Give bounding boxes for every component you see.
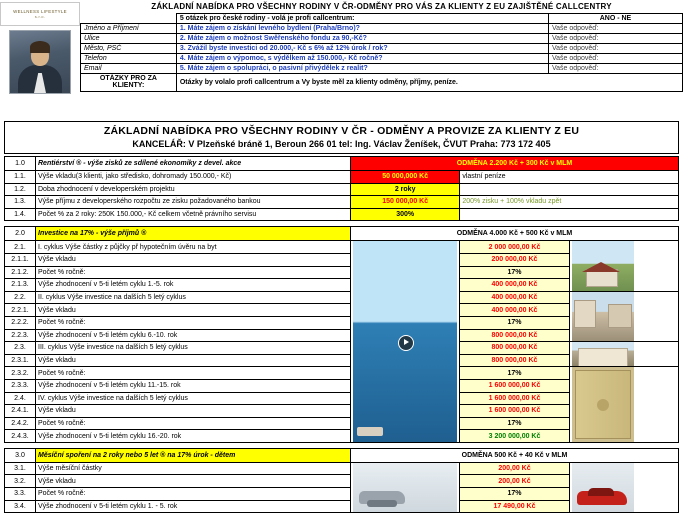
row-value: 50 000,000 Kč	[351, 171, 460, 184]
play-icon[interactable]	[398, 335, 414, 351]
row-desc: II. cyklus Výše investice na dalších 5 letý cyklus	[36, 291, 351, 304]
logo-line2: s.r.o.	[34, 14, 46, 19]
section-1-reward: ODMĚNA 2.200 Kč + 300 Kč v MLM	[351, 157, 679, 171]
row-desc: IV. cyklus Výše investice na dalších 5 letý cyklus	[36, 392, 351, 405]
row-note: vlastní peníze	[460, 171, 679, 184]
answer-field-2[interactable]: Vaše odpověď:	[548, 34, 682, 44]
row-number: 2.3.3.	[5, 379, 36, 392]
row-number: 3.3.	[5, 488, 36, 501]
row-desc: Počet % ročně:	[36, 488, 351, 501]
answer-field-4[interactable]: Vaše odpověď:	[548, 54, 682, 64]
row-value: 17%	[460, 266, 569, 279]
row-value: 17 490,00 Kč	[460, 500, 569, 513]
table-header-row	[81, 14, 683, 24]
table-row	[81, 24, 683, 34]
banknote-photo	[572, 367, 634, 442]
row-number: 1.2.	[5, 183, 36, 196]
client-questions-label: OTÁZKY PRO ZA KLIENTY:	[81, 74, 177, 92]
row-value: 1 600 000,00 Kč	[460, 392, 569, 405]
field-label-street: Ulice	[81, 34, 177, 44]
question-3: 3. Zvážil byste investici od 20.000,- Kč s 6% až 12% úrok / rok?	[176, 44, 548, 54]
table-row	[81, 54, 683, 64]
table-row	[5, 241, 679, 254]
row-desc: Výše příjmu z developerského rozpočtu ze zisku požadovaného bankou	[36, 196, 351, 209]
field-label-name: Jméno a Příjmení	[81, 24, 177, 34]
row-value: 17%	[460, 316, 569, 329]
table-row	[5, 462, 679, 475]
row-value: 400 000,00 Kč	[460, 304, 569, 317]
answer-field-1[interactable]: Vaše odpověď:	[548, 24, 682, 34]
row-number: 2.4.1.	[5, 405, 36, 418]
row-number: 2.4.3.	[5, 430, 36, 443]
row-number: 1.4.	[5, 208, 36, 221]
footer-note: Otázky by volalo profi callcentrum a Vy byste měl za klienty odměny, příjmy, peníze.	[176, 74, 682, 92]
logo-line1: WELLNESS LIFESTYLE	[13, 9, 67, 14]
row-desc: Výše zhodnocení v 5-ti letém cyklu 16.-20. rok	[36, 430, 351, 443]
field-label-city: Město, PSČ	[81, 44, 177, 54]
row-desc: Výše zhodnocení v 5-ti letém cyklu 11.-15. rok	[36, 379, 351, 392]
answer-header: ANO - NE	[548, 14, 682, 24]
table-footer-row	[81, 74, 683, 92]
field-label-email: Email	[81, 64, 177, 74]
row-number: 3.4.	[5, 500, 36, 513]
row-value: 200,00 Kč	[460, 475, 569, 488]
row-number: 3.2.	[5, 475, 36, 488]
row-desc: Výše zhodnocení v 5-ti letém cyklu 1.-5. rok	[36, 279, 351, 292]
section-header-row	[5, 448, 679, 462]
table-row	[5, 367, 679, 380]
table-row	[81, 44, 683, 54]
header-band	[0, 0, 683, 118]
row-desc: Výše vkladu	[36, 405, 351, 418]
question-1: 1. Máte zájem o získání levného bydlení (Praha/Brno)?	[176, 24, 548, 34]
table-row	[5, 208, 679, 221]
section-1-table	[4, 156, 679, 221]
document-title: ZÁKLADNÍ NABÍDKA PRO VŠECHNY RODINY V ČR-ODMĚNY PRO VÁS ZA KLIENTY Z EU ZAJIŠTĚNÉ CALLCENTRY	[151, 2, 612, 11]
row-value: 17%	[460, 367, 569, 380]
row-note	[460, 208, 679, 221]
section-3-reward: ODMĚNA 500 Kč + 40 Kč v MLM	[351, 448, 679, 462]
row-number: 2.4.2.	[5, 417, 36, 430]
photo-hair	[30, 41, 50, 53]
house-photo	[572, 241, 634, 290]
person-photo	[9, 30, 71, 94]
section-3-title: Měsíční spoření na 2 roky nebo 5 let ® na 17% úrok - dětem	[36, 448, 351, 462]
row-desc: Doba zhodnocení v developerském projektu	[36, 183, 351, 196]
row-desc: Počet % ročně:	[36, 367, 351, 380]
silver-car-photo	[353, 463, 457, 512]
row-desc: Výše vkladu	[36, 304, 351, 317]
section-2-reward: ODMĚNA 4.000 Kč + 500 Kč v MLM	[351, 227, 679, 241]
row-desc: Výše vkladu	[36, 354, 351, 367]
question-2: 2. Máte zájem o možnost Swěřenského fondu za 90,-Kč?	[176, 34, 548, 44]
house-photo-cell	[569, 241, 678, 291]
row-number: 2.4.	[5, 392, 36, 405]
row-number: 3.1.	[5, 462, 36, 475]
section-2-title: Investice na 17% - výše příjmů ®	[36, 227, 351, 241]
row-value: 800 000,00 Kč	[460, 354, 569, 367]
street-photo	[572, 292, 634, 341]
building-photo	[572, 342, 634, 366]
row-value: 17%	[460, 417, 569, 430]
row-desc: Počet % ročně:	[36, 266, 351, 279]
row-desc: I. cyklus Výše částky z půjčky př hypotečním úvěru na byt	[36, 241, 351, 254]
table-row	[81, 34, 683, 44]
section-header-row	[5, 227, 679, 241]
street-photo-cell	[569, 291, 678, 341]
row-desc: Počet % ročně:	[36, 417, 351, 430]
row-value: 150 000,00 Kč	[351, 196, 460, 209]
row-number: 2.2.	[5, 291, 36, 304]
row-desc: Výše zhodnocení v 5-ti letém cyklu 1. - 5. rok	[36, 500, 351, 513]
video-thumbnail[interactable]	[351, 241, 460, 443]
row-desc: Výše měsíční částky	[36, 462, 351, 475]
row-number: 1.3.	[5, 196, 36, 209]
brand-column	[0, 0, 80, 94]
row-number: 2.3.	[5, 342, 36, 355]
building-photo-cell	[569, 342, 678, 367]
offer-banner	[4, 121, 679, 154]
row-desc: Výše vkladu	[36, 253, 351, 266]
banner-line-1: ZÁKLADNÍ NABÍDKA PRO VŠECHNY RODINY V ČR - ODMĚNY A PROVIZE ZA KLIENTY Z EU	[103, 125, 580, 137]
row-desc: Výše vkladu	[36, 475, 351, 488]
row-value: 800 000,00 Kč	[460, 329, 569, 342]
section-3-table	[4, 448, 679, 513]
row-value: 1 600 000,00 Kč	[460, 405, 569, 418]
section-3-number: 3.0	[5, 448, 36, 462]
row-desc: Počet % ročně:	[36, 316, 351, 329]
header-right	[80, 0, 683, 92]
row-value: 17%	[460, 488, 569, 501]
car-photo-cell	[351, 462, 460, 512]
row-value: 2 000 000,00 Kč	[460, 241, 569, 254]
banner-line-2: KANCELÁŘ: V Plzeňské bráně 1, Beroun 266 01 tel: Ing. Václav Ženíšek, ČVUT Praha: 773 172 405	[132, 139, 551, 149]
table-row	[5, 342, 679, 355]
row-value: 300%	[351, 208, 460, 221]
table-row	[5, 171, 679, 184]
row-number: 2.2.3.	[5, 329, 36, 342]
field-label-phone: Telefon	[81, 54, 177, 64]
money-photo-cell	[569, 367, 678, 443]
row-number: 2.2.2.	[5, 316, 36, 329]
table-row	[5, 196, 679, 209]
row-number: 2.2.1.	[5, 304, 36, 317]
row-value: 200,00 Kč	[460, 462, 569, 475]
section-2-table	[4, 226, 679, 443]
red-car-photo	[572, 463, 634, 512]
row-note: 200% zisku + 100% vkladu zpět	[460, 196, 679, 209]
row-number: 2.3.1.	[5, 354, 36, 367]
row-number: 2.1.	[5, 241, 36, 254]
row-value: 400 000,00 Kč	[460, 279, 569, 292]
table-row	[81, 64, 683, 74]
row-desc: Výše zhodnocení v 5-ti letém cyklu 6.-10. rok	[36, 329, 351, 342]
table-row	[5, 291, 679, 304]
sea-photo	[353, 241, 457, 442]
section-header-row	[5, 157, 679, 171]
section-2-number: 2.0	[5, 227, 36, 241]
row-number: 2.1.2.	[5, 266, 36, 279]
answer-field-5[interactable]: Vaše odpověď:	[548, 64, 682, 74]
row-value: 2 roky	[351, 183, 460, 196]
row-number: 2.1.3.	[5, 279, 36, 292]
table-row	[5, 183, 679, 196]
row-desc: III. cyklus Výše investice na dalších 5 letý cyklus	[36, 342, 351, 355]
row-number: 2.3.2.	[5, 367, 36, 380]
row-value: 3 200 000,00 Kč	[460, 430, 569, 443]
row-number: 1.1.	[5, 171, 36, 184]
row-desc: Počet % za 2 roky: 250K 150.000,- Kč celkem včetně právního servisu	[36, 208, 351, 221]
answer-field-3[interactable]: Vaše odpověď:	[548, 44, 682, 54]
question-5: 5. Máte zájem o spolupráci, o pasivní přivýdělek z realit?	[176, 64, 548, 74]
questions-table	[80, 13, 683, 92]
row-desc: Výše vkladu(3 klienti, jako středisko, dohromady 150.000,- Kč)	[36, 171, 351, 184]
row-value: 800 000,00 Kč	[460, 342, 569, 355]
section-1-title: Rentiérství ® - výše zisků ze sdílené ekonomiky z devel. akce	[36, 157, 351, 171]
row-value: 1 600 000,00 Kč	[460, 379, 569, 392]
red-car-photo-cell	[569, 462, 678, 512]
company-logo	[0, 2, 80, 26]
questions-header: 5 otázek pro české rodiny - volá je profi callcentrum:	[176, 14, 548, 24]
section-1-number: 1.0	[5, 157, 36, 171]
row-value: 400 000,00 Kč	[460, 291, 569, 304]
row-value: 200 000,00 Kč	[460, 253, 569, 266]
row-number: 2.1.1.	[5, 253, 36, 266]
question-4: 4. Máte zájem o výpomoc, s výdělkem až 150.000,- Kč ročně?	[176, 54, 548, 64]
row-note	[460, 183, 679, 196]
